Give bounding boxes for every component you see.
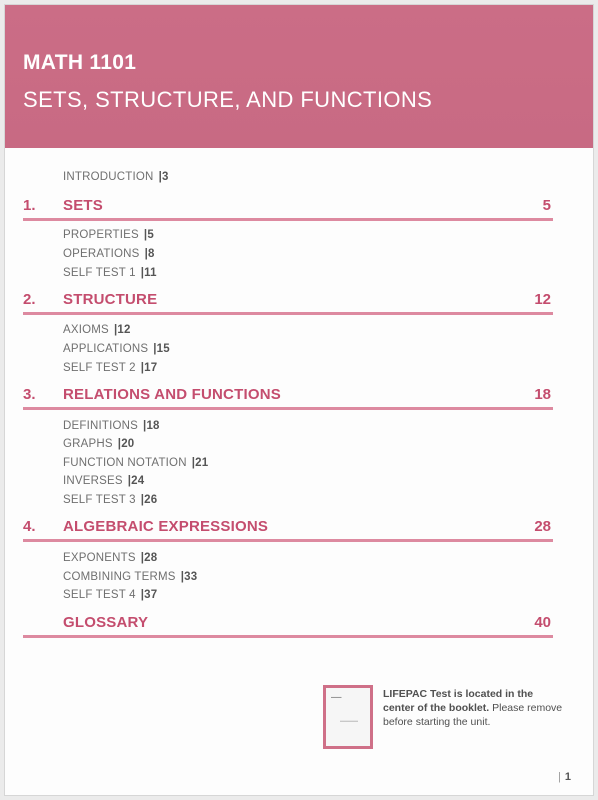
course-code: MATH 1101: [23, 51, 137, 74]
section-4-heading[interactable]: [23, 516, 553, 542]
toc-item-label: APPLICATIONS: [63, 343, 149, 355]
section-2-heading[interactable]: [23, 289, 553, 315]
header-banner: [5, 5, 593, 148]
toc-intro[interactable]: [63, 171, 169, 183]
toc-item[interactable]: [63, 438, 134, 450]
course-title: SETS, STRUCTURE, AND FUNCTIONS: [23, 87, 433, 112]
notice-normal-text: Please remove before starting the unit.: [383, 702, 563, 728]
section-number: 3.: [23, 386, 36, 403]
toc-item-page: |17: [140, 362, 158, 374]
notice-text: [383, 687, 563, 729]
toc-item-page: |5: [143, 229, 154, 241]
section-1-heading[interactable]: [23, 195, 553, 221]
footer-separator: |: [558, 771, 561, 783]
toc-item-label: OPERATIONS: [63, 248, 140, 260]
section-title: STRUCTURE: [63, 291, 158, 308]
section-page: 40: [534, 614, 551, 631]
toc-page: [4, 4, 594, 796]
section-number: 1.: [23, 197, 36, 214]
toc-item-page: |28: [140, 552, 158, 564]
toc-item[interactable]: [63, 589, 157, 601]
toc-item-label: EXPONENTS: [63, 552, 136, 564]
toc-intro-page: |3: [158, 171, 169, 183]
toc-item[interactable]: [63, 324, 131, 336]
toc-item-label: GRAPHS: [63, 438, 113, 450]
toc-item[interactable]: [63, 552, 157, 564]
toc-item[interactable]: [63, 475, 144, 487]
section-title: GLOSSARY: [63, 614, 149, 631]
toc-intro-label: INTRODUCTION: [63, 171, 154, 183]
section-page: 18: [534, 386, 551, 403]
toc-item-label: AXIOMS: [63, 324, 109, 336]
toc-item[interactable]: [63, 267, 157, 279]
toc-item[interactable]: [63, 229, 154, 241]
toc-item-page: |12: [113, 324, 131, 336]
toc-item-page: |33: [180, 571, 198, 583]
toc-item-label: SELF TEST 4: [63, 589, 136, 601]
toc-item-page: |20: [117, 438, 135, 450]
section-page: 28: [534, 518, 551, 535]
toc-item[interactable]: [63, 362, 157, 374]
section-title: SETS: [63, 197, 103, 214]
toc-item-page: |26: [140, 494, 158, 506]
test-booklet-thumbnail: [323, 685, 373, 749]
toc-item[interactable]: [63, 494, 157, 506]
toc-item-label: COMBINING TERMS: [63, 571, 176, 583]
lifepac-test-notice: [323, 685, 563, 749]
toc-item[interactable]: [63, 248, 155, 260]
toc-item[interactable]: [63, 420, 160, 432]
toc-item-label: SELF TEST 1: [63, 267, 136, 279]
page-number: 1: [564, 771, 571, 783]
toc-item-page: |24: [127, 475, 145, 487]
toc-item-page: |11: [140, 267, 157, 279]
toc-item-label: SELF TEST 3: [63, 494, 136, 506]
toc-item-page: |18: [143, 420, 160, 432]
toc-item[interactable]: [63, 571, 197, 583]
section-page: 12: [534, 291, 551, 308]
toc-item[interactable]: [63, 343, 170, 355]
toc-item[interactable]: [63, 457, 208, 469]
toc-item-label: SELF TEST 2: [63, 362, 136, 374]
section-title: RELATIONS AND FUNCTIONS: [63, 386, 281, 403]
section-number: 4.: [23, 518, 36, 535]
thumbnail-text-mark: ▬▬▬▬: [340, 718, 358, 723]
toc-item-page: |15: [153, 343, 170, 355]
notice-bold-text: LIFEPAC Test is located in the center of the booklet.: [383, 688, 534, 714]
toc-item-page: |37: [140, 589, 158, 601]
toc-item-page: |8: [144, 248, 155, 260]
section-number: 2.: [23, 291, 36, 308]
glossary-heading[interactable]: [23, 612, 553, 638]
toc-item-page: |21: [191, 457, 209, 469]
section-page: 5: [542, 197, 551, 214]
section-title: ALGEBRAIC EXPRESSIONS: [63, 518, 269, 535]
thumbnail-text-mark: ▬▬▬: [331, 695, 342, 699]
toc-item-label: FUNCTION NOTATION: [63, 457, 187, 469]
section-3-heading[interactable]: [23, 384, 553, 410]
page-footer: [558, 771, 571, 783]
toc-item-label: INVERSES: [63, 475, 123, 487]
toc-item-label: DEFINITIONS: [63, 420, 139, 432]
toc-item-label: PROPERTIES: [63, 229, 139, 241]
